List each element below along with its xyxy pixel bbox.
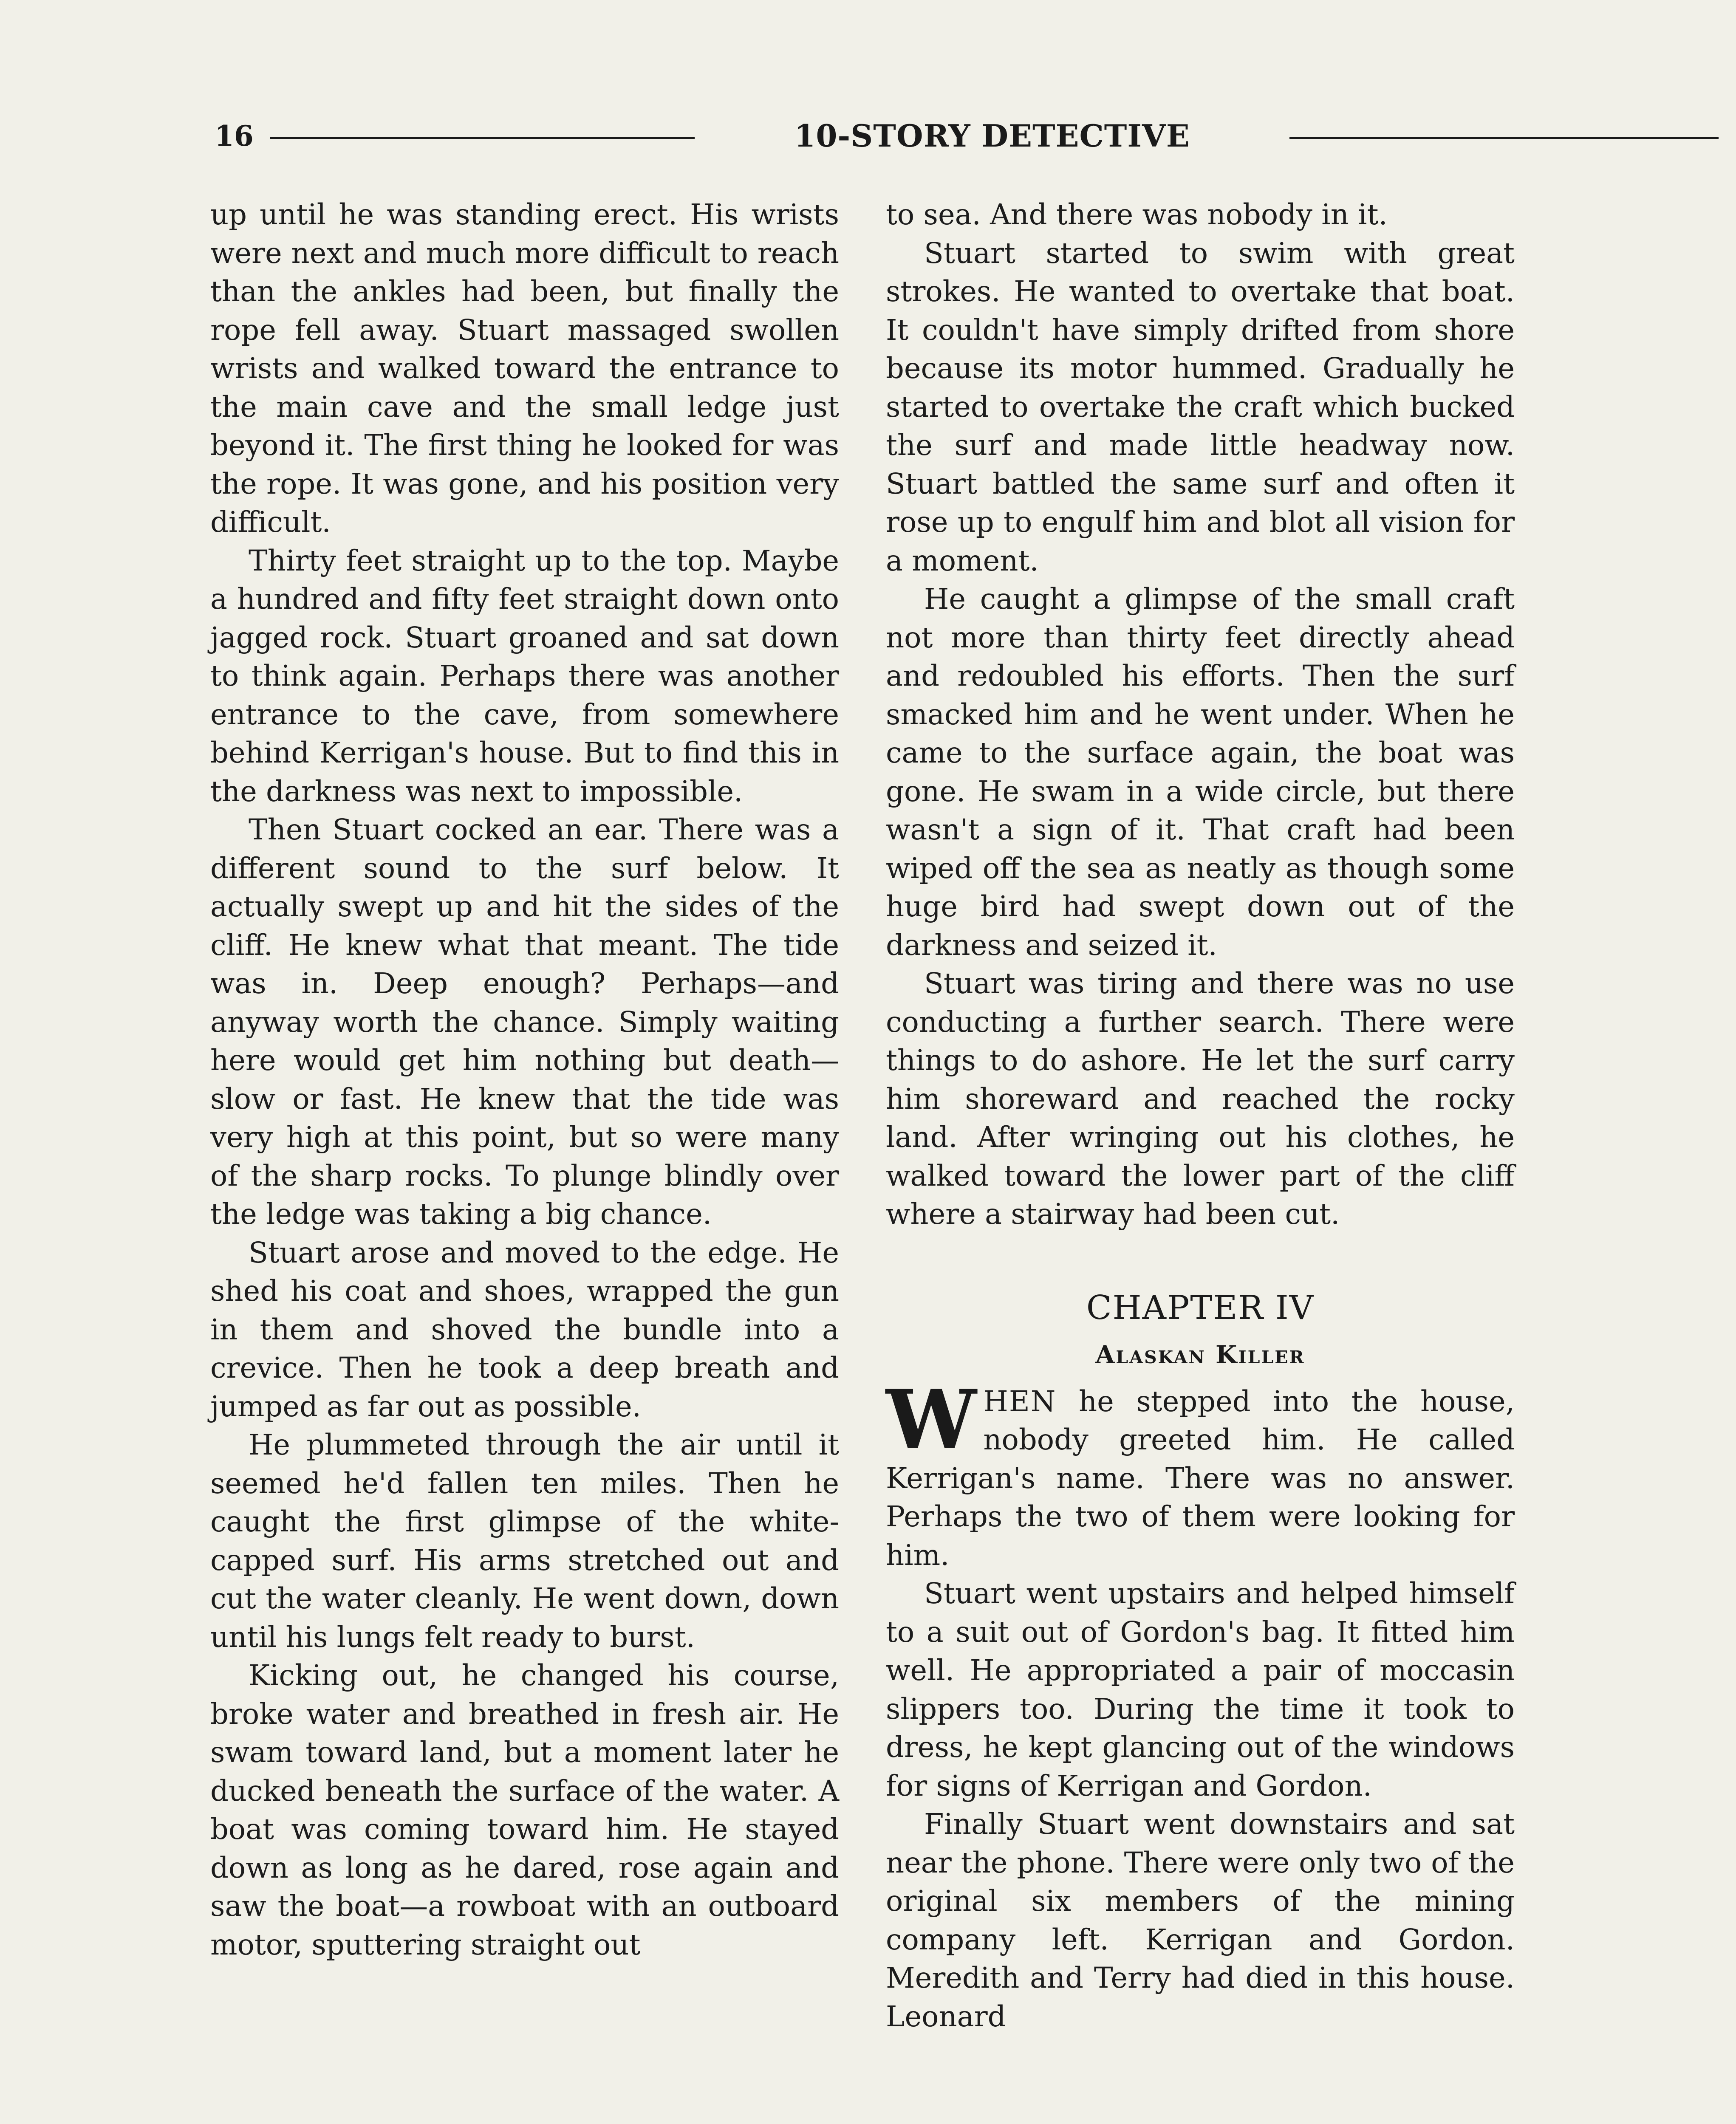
paragraph: Kicking out, he changed his course, broke water and breathed in fresh air. He swam toward land, but a moment later he ducked beneath the surface of the water. A boat was coming toward him. He stayed down as long as he dared, rose again and saw the boat—a rowboat with an outboard motor, sputtering straight out xyxy=(210,1659,839,1961)
chapter-heading: CHAPTER IV xyxy=(1086,1288,1315,1327)
drop-cap: W xyxy=(886,1372,977,1467)
paragraph: Finally Stuart went downstairs and sat near the phone. There were only two of the original six members of the mining company left. Kerrigan and Gordon. Meredith and Terry had died in this house. Leonard xyxy=(886,1808,1515,2033)
paragraph: to sea. And there was nobody in it. xyxy=(886,198,1388,231)
paragraph: Stuart started to swim with great strokes. He wanted to overtake that boat. It couldn't have simply drifted from shore because its motor hummed. Gradually he started to overtake the craft which bucked the surf and made little headway now. Stuart battled the same surf and often it rose up to engulf him and blot all vision for a moment. xyxy=(886,236,1515,577)
page-number: 16 xyxy=(215,119,254,153)
opening-text: he stepped into the house, nobody greeted him. He called Kerrigan's name. There was no answer. Perhaps the two of them were looking for him. xyxy=(886,1384,1515,1572)
paragraph: Stuart went upstairs and helped himself to a suit out of Gordon's bag. It fitted him well. He appropriated a pair of moccasin slippers too. During the time it took to dress, he kept glancing out of the windows for signs of Kerrigan and Gordon. xyxy=(886,1577,1515,1802)
chapter-opening-paragraph xyxy=(886,1372,1515,1575)
paragraph: He caught a glimpse of the small craft not more than thirty feet directly ahead and redoubled his efforts. Then the surf smacked him and he went under. When he came to the surface again, the boat was gone. He swam in a wide circle, but there wasn't a sign of it. That craft had been wiped off the sea as neatly as though some huge bird had swept down out of the darkness and seized it. xyxy=(886,582,1515,962)
header-rule-right xyxy=(1289,137,1719,139)
header-rule-left xyxy=(270,137,695,139)
opening-word: HEN xyxy=(983,1384,1057,1418)
running-header xyxy=(215,115,1506,157)
right-column xyxy=(886,195,1515,2036)
paragraph: He plummeted through the air until it seemed he'd fallen ten miles. Then he caught the first glimpse of the white-capped surf. His arms stretched out and cut the water cleanly. He went down, down until his lungs felt ready to burst. xyxy=(210,1428,839,1654)
publication-title: 10-STORY DETECTIVE xyxy=(794,118,1190,154)
chapter-subtitle: Alaskan Killer xyxy=(1095,1340,1305,1369)
paragraph: up until he was standing erect. His wrists were next and much more difficult to reach than the ankles had been, but finally the rope fell away. Stuart massaged swollen wrists and walked toward the entrance to the main cave and the small ledge just beyond it. The first thing he looked for was the rope. It was gone, and his position very difficult. xyxy=(210,198,839,539)
paragraph: Then Stuart cocked an ear. There was a different sound to the surf below. It actually swept up and hit the sides of the cliff. He knew what that meant. The tide was in. Deep enough? Perhaps—and anyway worth the chance. Simply waiting here would get him nothing but death—slow or fast. He knew that the tide was very high at this point, but so were many of the sharp rocks. To plunge blindly over the ledge was taking a big chance. xyxy=(210,813,839,1231)
left-column xyxy=(210,195,839,1964)
paragraph: Stuart arose and moved to the edge. He shed his coat and shoes, wrapped the gun in them and shoved the bundle into a crevice. Then he took a deep breath and jumped as far out as possible. xyxy=(210,1236,839,1423)
paragraph: Stuart was tiring and there was no use conducting a further search. There were things to do ashore. He let the surf carry him shoreward and reached the rocky land. After wringing out his clothes, he walked toward the lower part of the cliff where a stairway had been cut. xyxy=(886,967,1515,1231)
paragraph: Thirty feet straight up to the top. Maybe a hundred and fifty feet straight down onto jagged rock. Stuart groaned and sat down to think again. Perhaps there was another entrance to the cave, from somewhere behind Kerrigan's house. But to find this in the darkness was next to impossible. xyxy=(210,544,839,808)
